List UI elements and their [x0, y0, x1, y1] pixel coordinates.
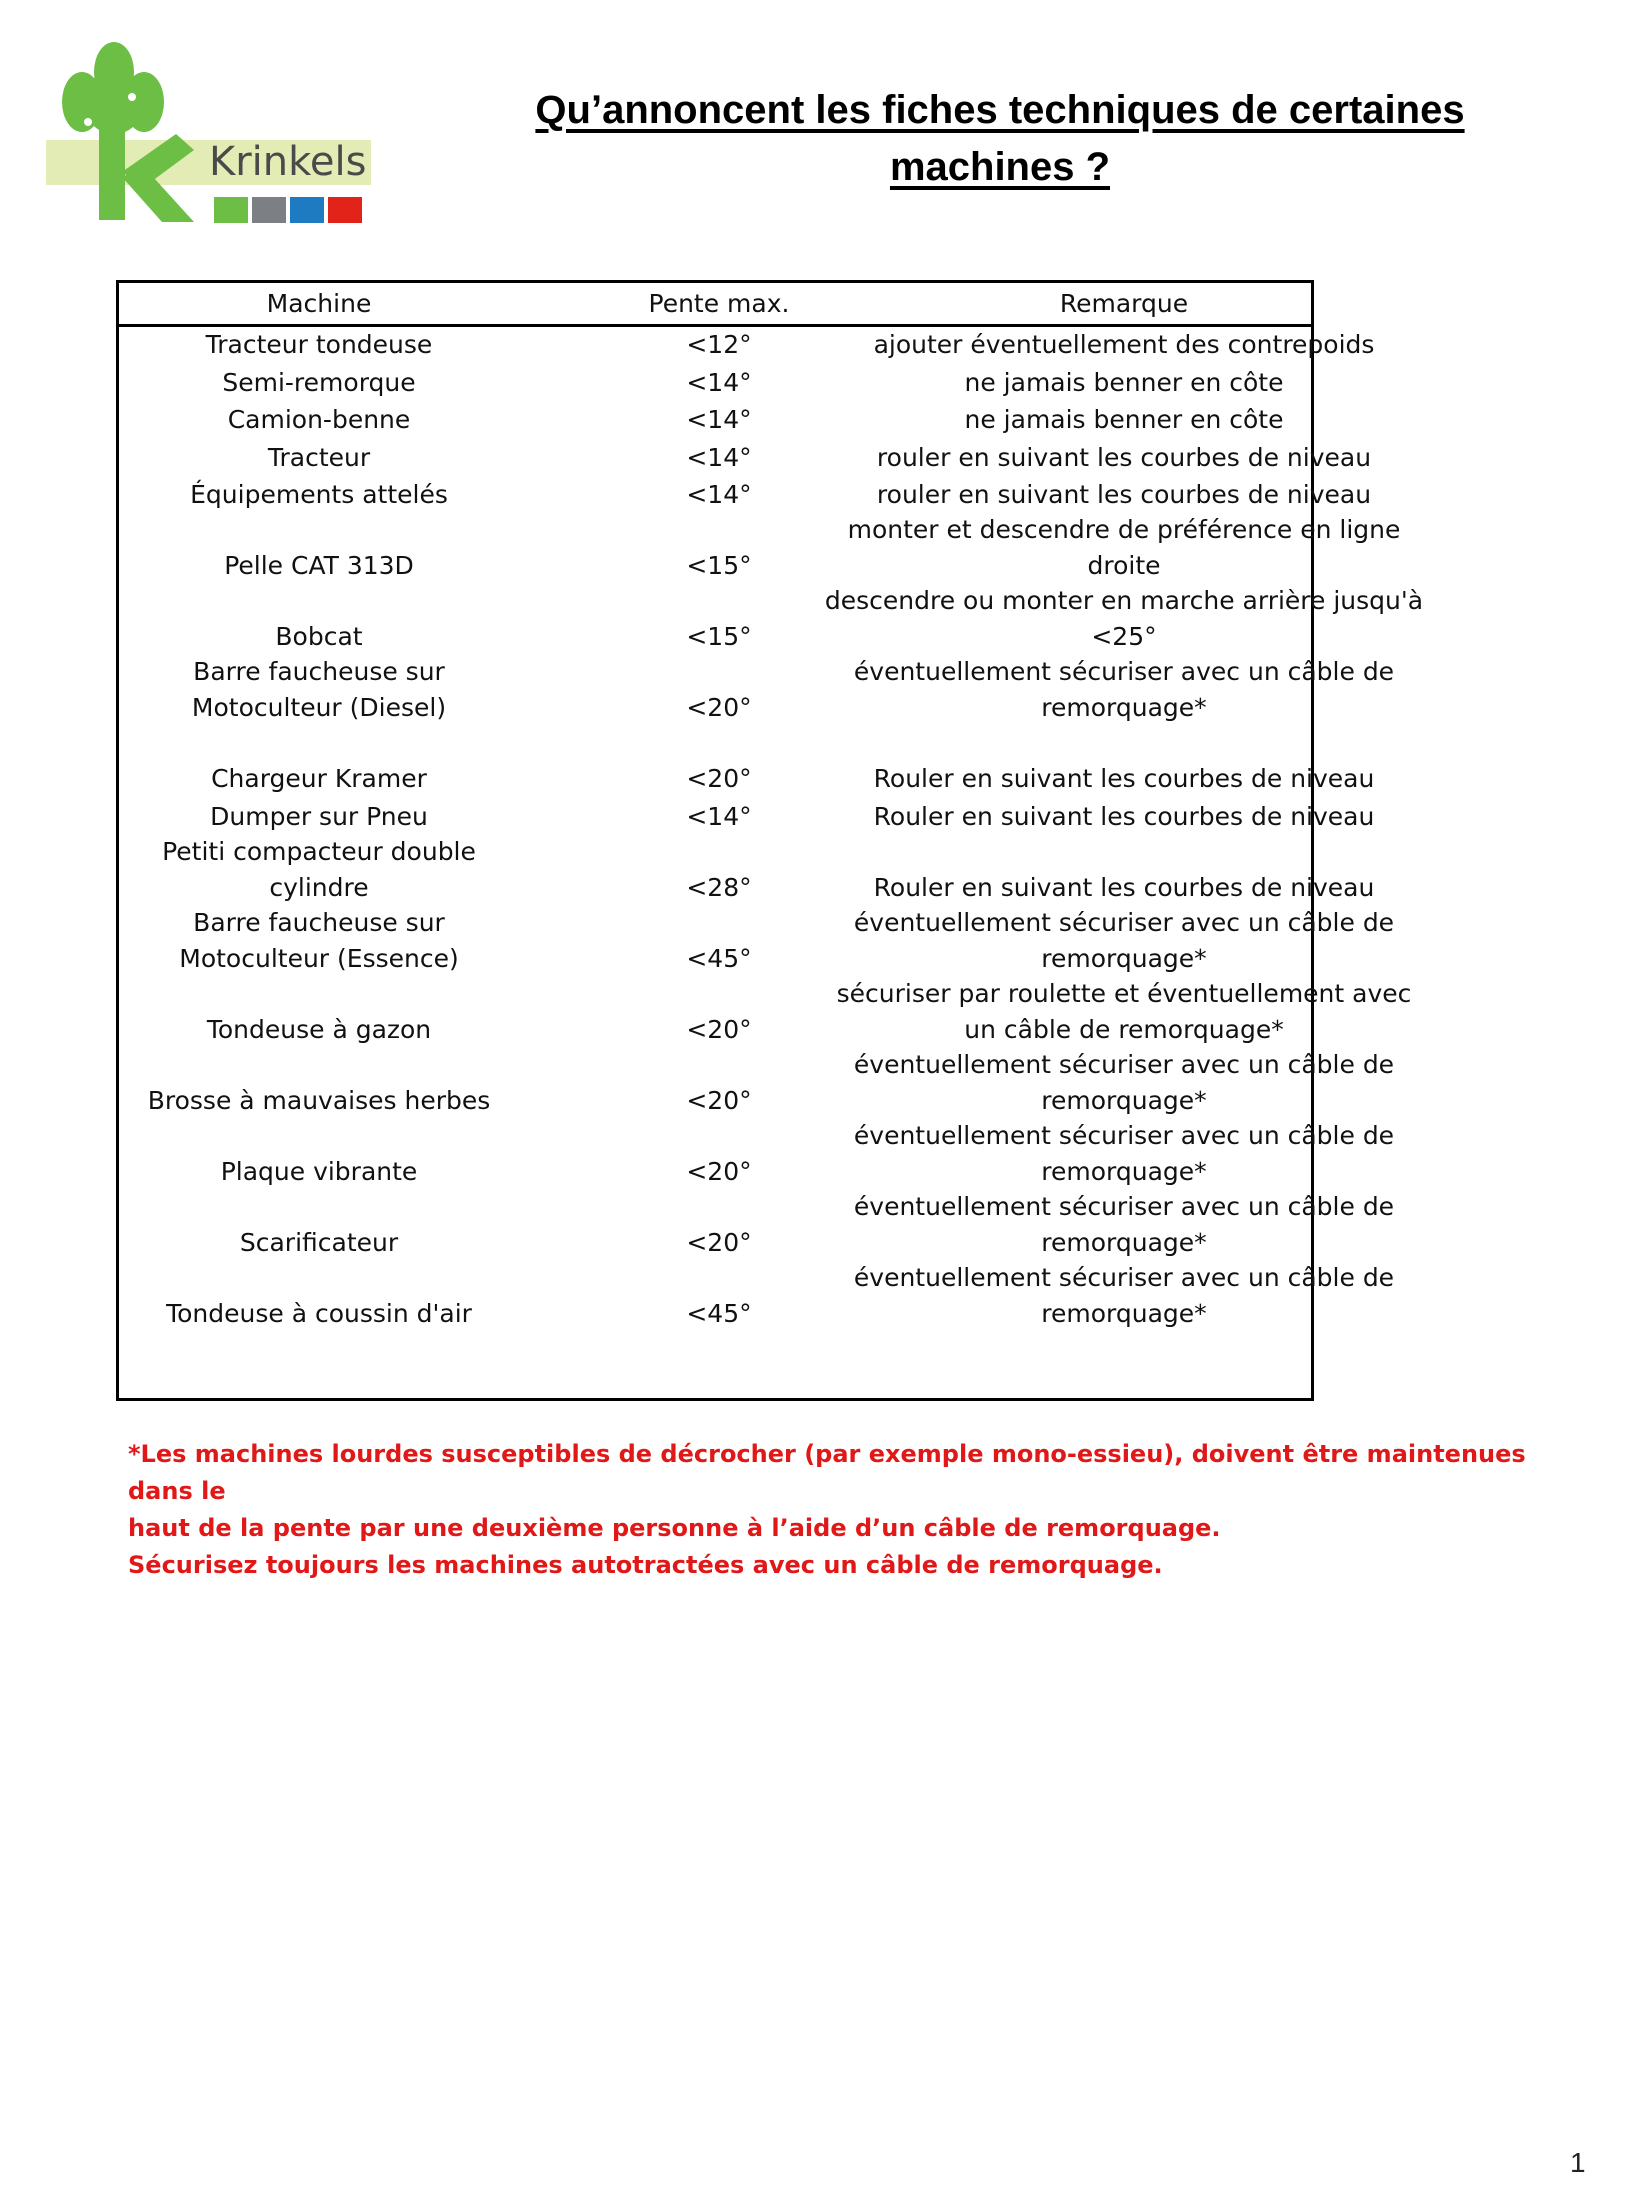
cell-machine: Petiti compacteur double cylindre	[162, 837, 476, 902]
cell-pente: <14°	[686, 443, 752, 472]
header-remarque: Remarque	[1059, 289, 1189, 318]
cell-remarque: Rouler en suivant les courbes de niveau	[873, 764, 1375, 793]
machines-table	[116, 280, 1424, 1401]
cell-pente: <45°	[686, 1298, 752, 1328]
cell-remarque: éventuellement sécuriser avec un câble de remorquage*	[853, 1121, 1395, 1186]
cell-pente: <28°	[686, 872, 752, 902]
cell-remarque: ne jamais benner en côte	[964, 368, 1284, 397]
cell-machine: Chargeur Kramer	[211, 764, 427, 793]
cell-remarque: Rouler en suivant les courbes de niveau	[873, 872, 1375, 902]
page-title: Qu’annoncent les fiches techniques de certaines machines ?	[535, 88, 1465, 189]
cell-machine: Tracteur	[267, 443, 371, 472]
cell-pente: <15°	[686, 621, 752, 651]
cell-machine: Barre faucheuse sur Motoculteur (Essence)	[179, 908, 459, 973]
cell-pente: <20°	[686, 692, 752, 722]
cell-remarque: monter et descendre de préférence en ligne droite	[847, 515, 1401, 580]
header-pente: Pente max.	[648, 289, 790, 318]
cell-pente: <14°	[686, 802, 752, 831]
cell-pente: <14°	[686, 480, 752, 509]
logo-text: Krinkels	[209, 139, 367, 185]
cell-machine: Tondeuse à gazon	[206, 1014, 432, 1044]
cell-remarque: ajouter éventuellement des contrepoids	[873, 330, 1375, 359]
cell-machine: Pelle CAT 313D	[224, 550, 414, 580]
cell-pente: <14°	[686, 405, 752, 434]
footnote-line: *Les machines lourdes susceptibles de décrocher (par exemple mono-essieu), doivent être maintenues dans le	[128, 1440, 1526, 1505]
cell-remarque: éventuellement sécuriser avec un câble de remorquage*	[853, 1192, 1395, 1257]
cell-machine: Camion-benne	[227, 405, 411, 434]
cell-remarque: ne jamais benner en côte	[964, 405, 1284, 434]
cell-remarque: sécuriser par roulette et éventuellement avec un câble de remorquage*	[836, 979, 1412, 1044]
page-number: 1	[1570, 2147, 1586, 2178]
cell-pente: <45°	[686, 943, 752, 973]
footnote-line: Sécurisez toujours les machines autotractées avec un câble de remorquage.	[128, 1551, 1163, 1579]
cell-pente: <20°	[686, 764, 752, 793]
leaf-icon	[62, 42, 194, 222]
cell-pente: <20°	[686, 1227, 752, 1257]
cell-remarque: éventuellement sécuriser avec un câble de remorquage*	[853, 657, 1395, 722]
cell-machine: Équipements attelés	[190, 480, 448, 509]
cell-remarque: éventuellement sécuriser avec un câble de remorquage*	[853, 908, 1395, 973]
cell-machine: Plaque vibrante	[220, 1156, 418, 1186]
cell-machine: Scarificateur	[239, 1227, 399, 1257]
cell-remarque: rouler en suivant les courbes de niveau	[876, 443, 1372, 472]
cell-machine: Tondeuse à coussin d'air	[166, 1298, 472, 1328]
cell-machine: Tracteur tondeuse	[205, 330, 433, 359]
cell-machine: Semi-remorque	[222, 368, 416, 397]
footnote	[128, 1436, 1568, 1584]
cell-remarque: rouler en suivant les courbes de niveau	[876, 480, 1372, 509]
cell-machine: Dumper sur Pneu	[210, 802, 428, 831]
cell-pente: <20°	[686, 1156, 752, 1186]
cell-remarque: descendre ou monter en marche arrière jusqu'à <25°	[824, 586, 1424, 651]
cell-pente: <14°	[686, 368, 752, 397]
footnote-line: haut de la pente par une deuxième personne à l’aide d’un câble de remorquage.	[128, 1514, 1221, 1542]
cell-pente: <15°	[686, 550, 752, 580]
cell-pente: <20°	[686, 1014, 752, 1044]
cell-machine: Brosse à mauvaises herbes	[147, 1085, 491, 1115]
header-machine: Machine	[266, 289, 372, 318]
cell-pente: <12°	[686, 330, 752, 359]
logo-graphic	[44, 42, 374, 232]
cell-remarque: éventuellement sécuriser avec un câble de remorquage*	[853, 1263, 1395, 1328]
cell-remarque: éventuellement sécuriser avec un câble de remorquage*	[853, 1050, 1395, 1115]
cell-remarque: Rouler en suivant les courbes de niveau	[873, 802, 1375, 831]
cell-pente: <20°	[686, 1085, 752, 1115]
cell-machine: Bobcat	[275, 621, 363, 651]
cell-machine: Barre faucheuse sur Motoculteur (Diesel)	[191, 657, 447, 722]
krinkels-logo	[44, 42, 374, 232]
